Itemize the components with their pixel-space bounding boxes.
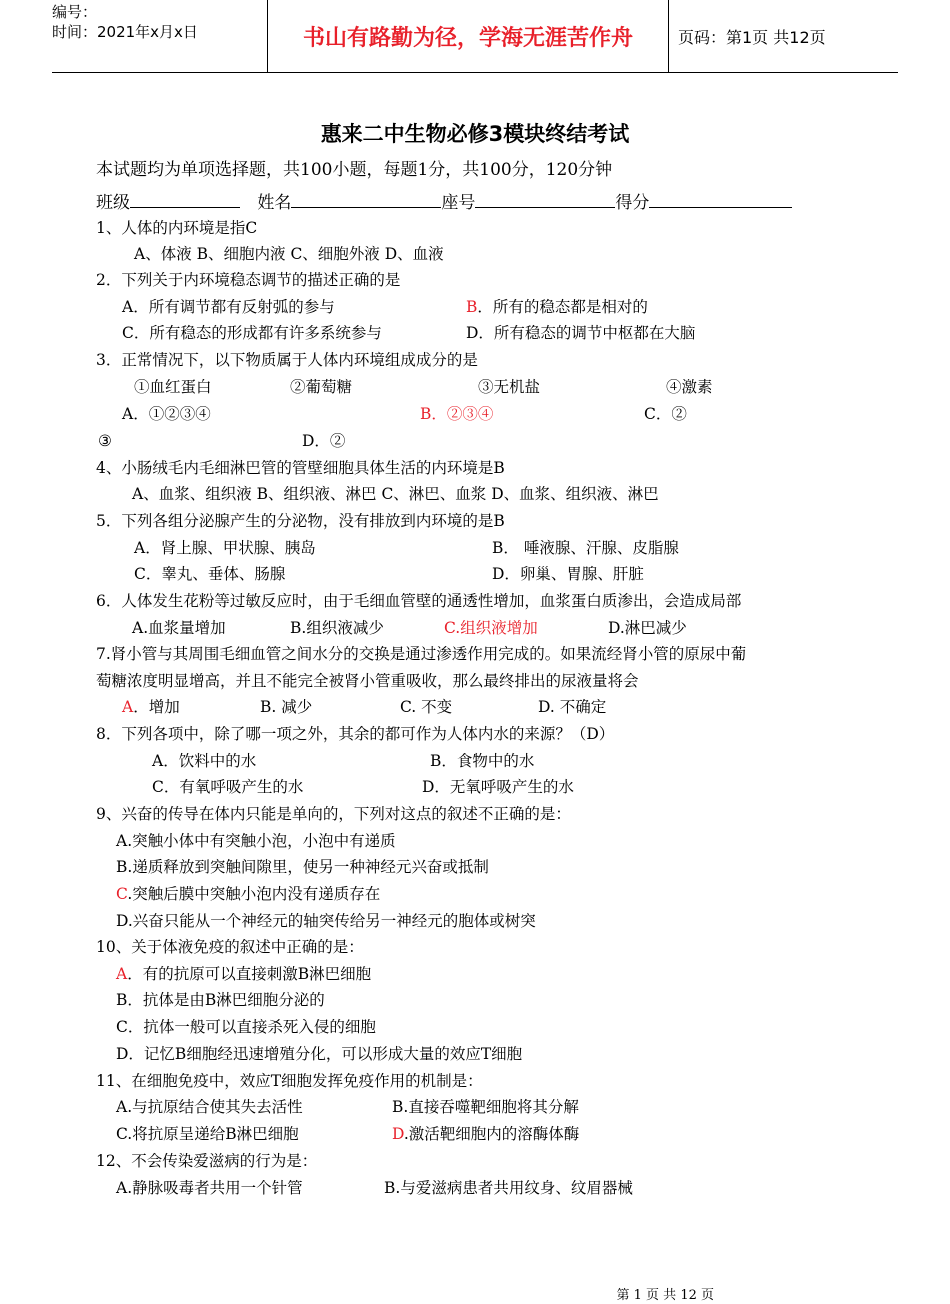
seat-blank[interactable] xyxy=(475,190,615,208)
name-blank[interactable] xyxy=(291,190,441,208)
option-item: B．食物中的水 xyxy=(430,752,535,770)
question-line: 8．下列各项中，除了哪一项之外，其余的都可作为人体内水的来源？（D） xyxy=(96,725,615,743)
option-item: A．有的抗原可以直接刺激B淋巴细胞 xyxy=(116,965,372,983)
option-item: C. 不变 xyxy=(400,698,453,716)
class-label: 班级 xyxy=(96,193,130,213)
option-item: A．肾上腺、甲状腺、胰岛 xyxy=(134,539,316,557)
header-meta xyxy=(52,0,267,74)
option-item: D．所有稳态的调节中枢都在大脑 xyxy=(466,324,696,342)
option-item: A．饮料中的水 xyxy=(152,752,257,770)
question-line: 3．正常情况下，以下物质属于人体内环境组成成分的是 xyxy=(96,351,478,369)
option-item: C.突触后膜中突触小泡内没有递质存在 xyxy=(116,885,381,903)
class-blank[interactable] xyxy=(130,190,240,208)
option-item: ③无机盐 xyxy=(478,378,541,396)
option-item: ②葡萄糖 xyxy=(290,378,353,396)
option-item: A．所有调节都有反射弧的参与 xyxy=(122,298,335,316)
page-header xyxy=(52,0,898,73)
option-item: ④激素 xyxy=(666,378,713,396)
question-line: 5．下列各组分泌腺产生的分泌物，没有排放到内环境的是B xyxy=(96,512,505,530)
option-item: ①血红蛋白 xyxy=(134,378,212,396)
question-line: 10、关于体液免疫的叙述中正确的是： xyxy=(96,938,364,956)
option-item: B． 唾液腺、汗腺、皮脂腺 xyxy=(492,539,679,557)
page-footer: 第 1 页 共 12 页 xyxy=(616,1288,714,1303)
option-item-answer: C.组织液增加 xyxy=(444,619,538,637)
seat-label: 座号 xyxy=(441,193,476,213)
option-item: D.激活靶细胞内的溶酶体酶 xyxy=(392,1125,580,1143)
score-label: 得分 xyxy=(615,193,650,213)
option-item: B.与爱滋病患者共用纹身、纹眉器械 xyxy=(384,1179,633,1197)
option-item: D．记忆B细胞经迅速增殖分化，可以形成大量的效应T细胞 xyxy=(116,1045,523,1063)
option-item: B．抗体是由B淋巴细胞分泌的 xyxy=(116,991,325,1009)
option-item: C．睾丸、垂体、肠腺 xyxy=(134,565,286,583)
option-item: ③ xyxy=(98,432,112,450)
option-item: D.兴奋只能从一个神经元的轴突传给另一神经元的胞体或树突 xyxy=(116,912,536,930)
option-item: C．抗体一般可以直接杀死入侵的细胞 xyxy=(116,1018,376,1036)
serial-label: 编号： xyxy=(52,3,98,21)
question-line: 萄糖浓度明显增高，并且不能完全被肾小管重吸收，那么最终排出的尿液量将会 xyxy=(96,672,639,690)
question-line: 4、小肠绒毛内毛细淋巴管的管壁细胞具体生活的内环境是B xyxy=(96,459,505,477)
option-item: B. 减少 xyxy=(260,698,313,716)
question-line: 6．人体发生花粉等过敏反应时，由于毛细血管壁的通透性增加，血浆蛋白质渗出，会造成局部 xyxy=(96,592,742,610)
student-info-row xyxy=(96,190,792,213)
option-item-answer: A．增加 xyxy=(122,698,180,716)
option-item: D．② xyxy=(302,432,346,450)
option-item: B.组织液减少 xyxy=(290,619,384,637)
option-item: A.血浆量增加 xyxy=(132,619,226,637)
question-line: 7.肾小管与其周围毛细血管之间水分的交换是通过渗透作用完成的。如果流经肾小管的原尿中葡 xyxy=(96,645,747,663)
option-item: B.直接吞噬靶细胞将其分解 xyxy=(392,1098,579,1116)
option-item: A.突触小体中有突触小泡，小泡中有递质 xyxy=(116,832,396,850)
option-line: A、体液 B、细胞内液 C、细胞外液 D、血液 xyxy=(134,245,444,263)
header-page-info: 页码：第1页 共12页 xyxy=(678,27,826,47)
option-item: B．所有的稳态都是相对的 xyxy=(466,298,648,316)
question-line: 1、人体的内环境是指C xyxy=(96,219,258,237)
option-item-answer: B．②③④ xyxy=(420,405,494,423)
option-item: D.淋巴减少 xyxy=(608,619,687,637)
option-item: D．无氧呼吸产生的水 xyxy=(422,778,574,796)
exam-title: 惠来二中生物必修3模块终结考试 xyxy=(320,122,630,146)
question-line: 9、兴奋的传导在体内只能是单向的，下列对这点的叙述不正确的是： xyxy=(96,805,571,823)
option-line: A、血浆、组织液 B、组织液、淋巴 C、淋巴、血浆 D、血浆、组织液、淋巴 xyxy=(132,485,659,503)
header-motto: 书山有路勤为径，学海无涯苦作舟 xyxy=(267,0,669,72)
time-label: 时间：2021年x月x日 xyxy=(52,23,198,41)
option-item: C.将抗原呈递给B淋巴细胞 xyxy=(116,1125,299,1143)
option-item: A.与抗原结合使其失去活性 xyxy=(116,1098,303,1116)
option-item: C．有氧呼吸产生的水 xyxy=(152,778,304,796)
option-item: B.递质释放到突触间隙里，使另一种神经元兴奋或抵制 xyxy=(116,858,489,876)
question-line: 12、不会传染爱滋病的行为是： xyxy=(96,1152,318,1170)
question-line: 11、在细胞免疫中，效应T细胞发挥免疫作用的机制是： xyxy=(96,1072,483,1090)
exam-intro: 本试题均为单项选择题，共100小题，每题1分，共100分，120分钟 xyxy=(96,160,613,180)
name-label: 姓名 xyxy=(257,193,292,213)
option-item: A.静脉吸毒者共用一个针管 xyxy=(116,1179,303,1197)
score-blank[interactable] xyxy=(649,190,792,208)
option-item: D．卵巢、胃腺、肝脏 xyxy=(492,565,644,583)
option-item: C．所有稳态的形成都有许多系统参与 xyxy=(122,324,382,342)
question-line: 2．下列关于内环境稳态调节的描述正确的是 xyxy=(96,271,401,289)
option-item: A．①②③④ xyxy=(122,405,211,423)
option-item: D. 不确定 xyxy=(538,698,607,716)
option-item: C．② xyxy=(644,405,687,423)
